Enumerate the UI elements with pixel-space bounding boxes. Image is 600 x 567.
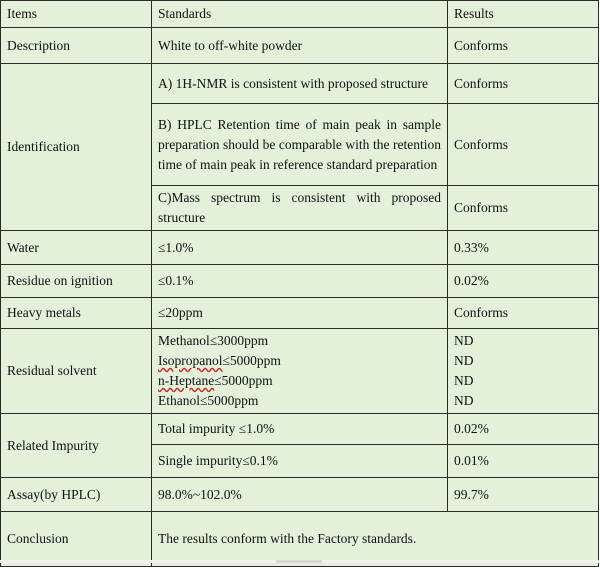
- single-impurity-result: 0.01%: [448, 445, 599, 478]
- identification-a-result: Conforms: [448, 64, 599, 104]
- header-standards: Standards: [152, 1, 448, 28]
- solvent-limit: ≤5000ppm: [214, 373, 273, 388]
- identification-b-result: Conforms: [448, 104, 599, 186]
- solvent-line: [158, 331, 441, 351]
- assay-result: 99.7%: [448, 478, 599, 512]
- row-assay: [1, 478, 599, 512]
- solvent-result: ND: [454, 333, 474, 348]
- header-items: Items: [1, 1, 152, 28]
- residual-solvent-results: [448, 329, 599, 414]
- identification-a-standard: A) 1H-NMR is consistent with proposed structure: [152, 64, 448, 104]
- description-standard: White to off-white powder: [152, 28, 448, 64]
- row-heavy-metals: [1, 298, 599, 329]
- solvent-name: Isopropanol: [158, 353, 223, 368]
- identification-b-standard: B) HPLC Retention time of main peak in sample preparation should be comparable with the retention time of main peak in reference standard preparation: [152, 104, 448, 186]
- residue-standard: ≤0.1%: [152, 265, 448, 298]
- heavy-metals-result: Conforms: [448, 298, 599, 329]
- description-result: Conforms: [448, 28, 599, 64]
- row-residue: [1, 265, 599, 298]
- row-description: [1, 28, 599, 64]
- solvent-line: [158, 391, 441, 411]
- identification-c-standard: C)Mass spectrum is consistent with proposed structure: [152, 186, 448, 231]
- row-related-impurity-total: [1, 414, 599, 445]
- row-water: [1, 231, 599, 265]
- header-results: Results: [448, 1, 599, 28]
- residue-result: 0.02%: [448, 265, 599, 298]
- solvent-line: [158, 351, 441, 371]
- solvent-result: ND: [454, 393, 474, 408]
- related-impurity-item: Related Impurity: [1, 414, 152, 478]
- row-identification-a: [1, 64, 599, 104]
- identification-item: Identification: [1, 64, 152, 231]
- conclusion-item: Conclusion: [1, 512, 152, 567]
- solvent-result: ND: [454, 353, 474, 368]
- solvent-result: ND: [454, 373, 474, 388]
- description-item: Description: [1, 28, 152, 64]
- single-impurity-standard: Single impurity≤0.1%: [152, 445, 448, 478]
- residual-solvent-item: Residual solvent: [1, 329, 152, 414]
- header-row: [1, 1, 599, 28]
- solvent-limit: ≤5000ppm: [200, 393, 259, 408]
- solvent-limit: ≤3000ppm: [209, 333, 269, 348]
- assay-item: Assay(by HPLC): [1, 478, 152, 512]
- solvent-name: Methanol: [158, 333, 210, 348]
- total-impurity-result: 0.02%: [448, 414, 599, 445]
- total-impurity-standard: Total impurity ≤1.0%: [152, 414, 448, 445]
- solvent-line: [158, 371, 441, 391]
- water-result: 0.33%: [448, 231, 599, 265]
- heavy-metals-standard: ≤20ppm: [152, 298, 448, 329]
- residue-item: Residue on ignition: [1, 265, 152, 298]
- water-standard: ≤1.0%: [152, 231, 448, 265]
- row-residual-solvent: [1, 329, 599, 414]
- identification-c-result: Conforms: [448, 186, 599, 231]
- assay-standard: 98.0%~102.0%: [152, 478, 448, 512]
- water-item: Water: [1, 231, 152, 265]
- solvent-limit: ≤5000ppm: [222, 353, 281, 368]
- row-conclusion: [1, 512, 599, 567]
- residual-solvent-standards: [152, 329, 448, 414]
- heavy-metals-item: Heavy metals: [1, 298, 152, 329]
- solvent-name: Ethanol: [158, 393, 200, 408]
- solvent-name: n-Heptane: [158, 373, 215, 388]
- conclusion-text: The results conform with the Factory standards.: [152, 512, 599, 567]
